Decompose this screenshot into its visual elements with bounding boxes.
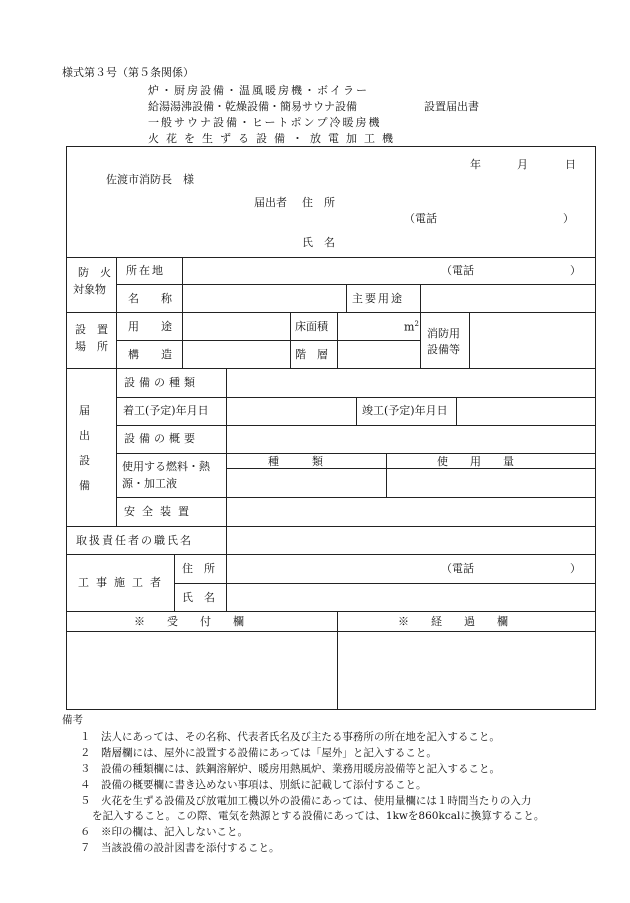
main-use-label: 主要用途 (352, 292, 404, 305)
contractor-address-label: 住 所 (182, 562, 215, 575)
notes-title: 備考 (62, 714, 83, 726)
title-line-1: 炉・厨房設備・温風暖房機・ボイラー (148, 84, 369, 97)
manager-label: 取扱責任者の職氏名 (76, 534, 193, 547)
location-phone-close: ） (570, 264, 581, 277)
contractor-label: 工事施工者 (78, 576, 168, 589)
contractor-phone-open: （電話 (441, 562, 474, 575)
applicant-address-label: 住 所 (302, 196, 335, 209)
title-line-2: 給湯湯沸設備・乾燥設備・簡易サウナ設備 (148, 100, 357, 113)
floor-area-unit: $m^2$ (404, 320, 419, 334)
title-line-3: 一般サウナ設備・ヒートポンプ冷暖房機 (148, 116, 382, 129)
install-label-2: 場 所 (75, 340, 108, 353)
progress-header: ※ 経 過 欄 (398, 615, 508, 628)
note-item-1: １ 法人にあっては、その名称、代表者氏名及び主たる事務所の所在地を記入すること。 (80, 731, 500, 743)
note-item-5: ５ 火花を生ずる設備及び放電加工機以外の設備にあっては、使用量欄には１時間当たりの入力 (80, 795, 532, 807)
kind-header: 種 類 (268, 455, 323, 468)
equipment-section-char-3: 設 (79, 454, 90, 467)
location-label: 所在地 (126, 264, 165, 277)
floor-area-label: 床面積 (295, 320, 328, 333)
equipment-section-char-1: 届 (79, 404, 90, 417)
note-item-2: ２ 階層欄には、屋外に設置する設備にあっては「屋外」と記入すること。 (80, 747, 437, 759)
month-label: 月 (517, 158, 528, 171)
fire-equipment-label-2: 設備等 (427, 343, 460, 356)
applicant-label: 届出者 (254, 196, 287, 209)
use-label: 用 途 (128, 320, 172, 333)
reception-header: ※ 受 付 欄 (134, 615, 244, 628)
title-suffix: 設置届出書 (424, 100, 479, 113)
completion-date-label: 竣工(予定)年月日 (362, 404, 448, 417)
title-line-4: 火花を生ずる設備・放電加工機 (148, 132, 400, 145)
note-item-7: ７ 当該設備の設計図書を添付すること。 (80, 842, 280, 854)
contractor-name-label: 氏 名 (182, 591, 215, 604)
equipment-section-char-4: 備 (79, 479, 90, 492)
install-label-1: 設 置 (75, 323, 108, 336)
fire-equipment-label-1: 消防用 (427, 327, 460, 340)
year-label: 年 (470, 158, 481, 171)
fuel-label-2: 源・加工液 (122, 477, 177, 490)
usage-header: 使 用 量 (437, 455, 514, 468)
fuel-label-1: 使用する燃料・熱 (122, 460, 210, 473)
note-item-3: ３ 設備の種類欄には、鉄鋼溶解炉、暖房用熱風炉、業務用暖房設備等と記入すること。 (80, 763, 500, 775)
form-number: 様式第３号（第５条関係） (62, 66, 194, 79)
floor-label: 階 層 (295, 348, 328, 361)
day-label: 日 (565, 158, 576, 171)
fire-target-label-2: 対象物 (73, 283, 106, 296)
equipment-section-char-2: 出 (79, 429, 90, 442)
target-name-label: 名 称 (128, 292, 172, 305)
applicant-phone-open: （電話 (404, 212, 437, 225)
fire-target-label-1: 防 火 (78, 266, 111, 279)
note-item-5-cont: を記入すること。この際、電気を熱源とする設備にあっては、1kwを860kcalに換算すること。 (92, 810, 545, 822)
structure-label: 構 造 (128, 348, 172, 361)
contractor-phone-close: ） (570, 562, 581, 575)
applicant-name-label: 氏 名 (302, 236, 335, 249)
safety-device-label: 安全装置 (124, 505, 196, 518)
note-item-6: ６ ※印の欄は、記入しないこと。 (80, 826, 248, 838)
start-date-label: 着工(予定)年月日 (123, 404, 209, 417)
overview-label: 設備の概要 (124, 432, 199, 445)
location-phone-open: （電話 (441, 264, 474, 277)
equipment-type-label: 設備の種類 (124, 376, 199, 389)
applicant-phone-close: ） (563, 212, 574, 225)
note-item-4: ４ 設備の概要欄に書き込めない事項は、別紙に記載して添付すること。 (80, 779, 427, 791)
recipient: 佐渡市消防長 様 (106, 173, 194, 186)
